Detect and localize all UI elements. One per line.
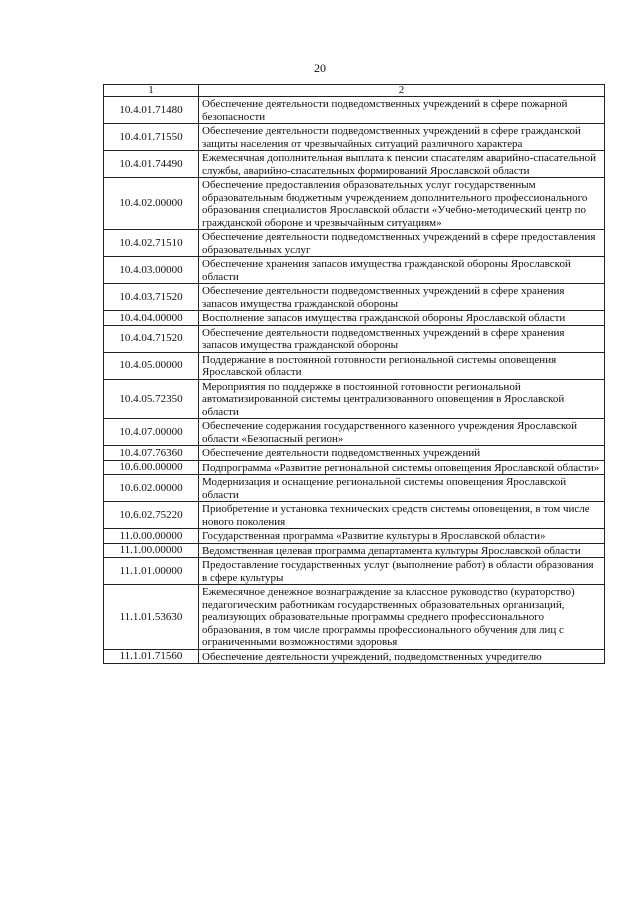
row-description-cell: Предоставление государственных услуг (выполнение работ) в области образования в сфере культуры <box>199 558 605 585</box>
row-code-cell: 10.4.03.00000 <box>104 257 199 284</box>
row-description-cell: Восполнение запасов имущества гражданской обороны Ярославской области <box>199 311 605 326</box>
row-code-cell: 10.4.07.00000 <box>104 419 199 446</box>
column-header-2: 2 <box>199 85 605 97</box>
row-code-cell: 10.4.02.71510 <box>104 230 199 257</box>
row-code-cell: 10.4.07.76360 <box>104 446 199 461</box>
row-code-cell: 10.6.00.00000 <box>104 460 199 475</box>
table-row <box>104 475 605 502</box>
table-header-row <box>104 85 605 97</box>
row-code-cell: 11.1.00.00000 <box>104 543 199 558</box>
row-code-cell: 11.1.01.53630 <box>104 585 199 650</box>
table-row <box>104 230 605 257</box>
table-row <box>104 585 605 650</box>
row-code-cell: 10.4.02.00000 <box>104 178 199 230</box>
row-description-cell: Обеспечение деятельности подведомственных учреждений в сфере пожарной безопасности <box>199 97 605 124</box>
row-description-cell: Обеспечение предоставления образовательных услуг государственным образовательным бюджетным учреждением дополнительного профессионального образования специалистов Ярославской области «Учебно-методический центр по гражданской обороне и чрезвычайным ситуациям» <box>199 178 605 230</box>
table-row <box>104 284 605 311</box>
row-code-cell: 11.1.01.71560 <box>104 649 199 664</box>
table-row <box>104 257 605 284</box>
row-description-cell: Государственная программа «Развитие культуры в Ярославской области» <box>199 529 605 544</box>
table-row <box>104 124 605 151</box>
row-description-cell: Ведомственная целевая программа департамента культуры Ярославской области <box>199 543 605 558</box>
row-description-cell: Обеспечение содержания государственного казенного учреждения Ярославской области «Безопасный регион» <box>199 419 605 446</box>
row-code-cell: 10.4.04.71520 <box>104 325 199 352</box>
table-row <box>104 543 605 558</box>
row-description-cell: Ежемесячное денежное вознаграждение за классное руководство (кураторство) педагогическим работникам государственных образовательных организаций, реализующих образовательные программы среднего профессионального образования, в том числе программы профессионального обучения для лиц с ограниченными возможностями здоровья <box>199 585 605 650</box>
table-row <box>104 529 605 544</box>
row-code-cell: 10.6.02.75220 <box>104 502 199 529</box>
budget-classification-table <box>103 84 605 664</box>
table-row <box>104 151 605 178</box>
row-code-cell: 10.4.05.00000 <box>104 352 199 379</box>
row-description-cell: Модернизация и оснащение региональной системы оповещения Ярославской области <box>199 475 605 502</box>
table-row <box>104 178 605 230</box>
row-code-cell: 10.4.01.71480 <box>104 97 199 124</box>
column-header-1: 1 <box>104 85 199 97</box>
table-body <box>104 97 605 664</box>
table-row <box>104 97 605 124</box>
table-row <box>104 460 605 475</box>
row-description-cell: Обеспечение деятельности подведомственных учреждений в сфере гражданской защиты населения от чрезвычайных ситуаций различного характера <box>199 124 605 151</box>
row-code-cell: 11.0.00.00000 <box>104 529 199 544</box>
row-code-cell: 10.4.01.71550 <box>104 124 199 151</box>
row-description-cell: Обеспечение деятельности подведомственных учреждений в сфере хранения запасов имущества гражданской обороны <box>199 325 605 352</box>
row-description-cell: Подпрограмма «Развитие региональной системы оповещения Ярославской области» <box>199 460 605 475</box>
row-description-cell: Обеспечение деятельности подведомственных учреждений в сфере предоставления образовательных услуг <box>199 230 605 257</box>
row-description-cell: Обеспечение деятельности подведомственных учреждений <box>199 446 605 461</box>
row-description-cell: Обеспечение деятельности учреждений, подведомственных учредителю <box>199 649 605 664</box>
row-code-cell: 10.4.01.74490 <box>104 151 199 178</box>
row-code-cell: 10.4.04.00000 <box>104 311 199 326</box>
row-description-cell: Ежемесячная дополнительная выплата к пенсии спасателям аварийно-спасательной службы, аварийно-спасательных формирований Ярославской области <box>199 151 605 178</box>
table-row <box>104 325 605 352</box>
row-description-cell: Обеспечение хранения запасов имущества гражданской обороны Ярославской области <box>199 257 605 284</box>
row-description-cell: Обеспечение деятельности подведомственных учреждений в сфере хранения запасов имущества гражданской обороны <box>199 284 605 311</box>
row-description-cell: Мероприятия по поддержке в постоянной готовности региональной автоматизированной системы централизованного оповещения в Ярославской области <box>199 379 605 419</box>
table-row <box>104 502 605 529</box>
table-row <box>104 419 605 446</box>
table-row <box>104 352 605 379</box>
table-row <box>104 379 605 419</box>
table-row <box>104 311 605 326</box>
row-description-cell: Приобретение и установка технических средств системы оповещения, в том числе нового поколения <box>199 502 605 529</box>
table-row <box>104 558 605 585</box>
row-description-cell: Поддержание в постоянной готовности региональной системы оповещения Ярославской области <box>199 352 605 379</box>
row-code-cell: 10.4.03.71520 <box>104 284 199 311</box>
table-row <box>104 649 605 664</box>
table-row <box>104 446 605 461</box>
row-code-cell: 11.1.01.00000 <box>104 558 199 585</box>
row-code-cell: 10.4.05.72350 <box>104 379 199 419</box>
page-number: 20 <box>314 61 326 75</box>
row-code-cell: 10.6.02.00000 <box>104 475 199 502</box>
